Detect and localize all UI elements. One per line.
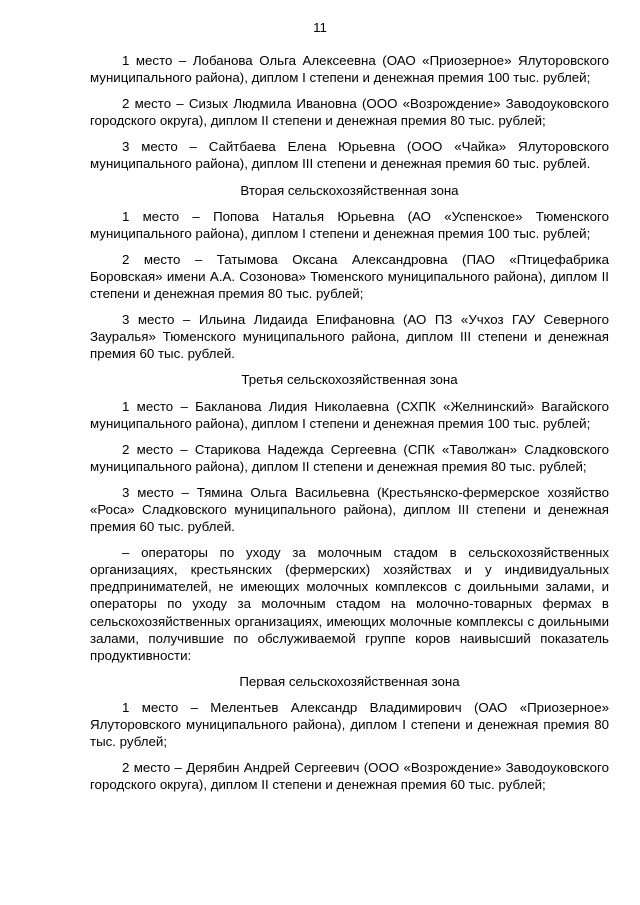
category-description: – операторы по уходу за молочным стадом в сельскохозяйственных организациях, крестьянских (фермерских) хозяйствах и у индивидуальных предпринимателей, не имеющих молочных комплексов с доильными залами, и операторы по уходу за молочным стадом на молочно-товарных фермах в сельскохозяйственных организациях, имеющих молочные комплексы с доильными залами, получившие по обслуживаемой группе коров наивысший показатель продуктивности: bbox=[90, 545, 609, 663]
award-paragraph: 2 место – Сизых Людмила Ивановна (ООО «Возрождение» Заводоуковского городского округа), диплом II степени и денежная премия 80 тыс. рублей; bbox=[90, 96, 609, 129]
award-paragraph: 1 место – Лобанова Ольга Алексеевна (ОАО «Приозерное» Ялуторовского муниципального района), диплом I степени и денежная премия 100 тыс. рублей; bbox=[90, 53, 609, 86]
page-number: 11 bbox=[313, 20, 327, 35]
award-paragraph: 1 место – Бакланова Лидия Николаевна (СХПК «Желнинский» Вагайского муниципального района), диплом I степени и денежная премия 100 тыс. рублей; bbox=[90, 398, 609, 431]
award-paragraph: 1 место – Попова Наталья Юрьевна (АО «Успенское» Тюменского муниципального района), диплом I степени и денежная премия 100 тыс. рублей; bbox=[90, 208, 609, 241]
document-body bbox=[90, 52, 609, 802]
award-paragraph: 2 место – Дерябин Андрей Сергеевич (ООО «Возрождение» Заводоуковского городского округа), диплом II степени и денежная премия 60 тыс. рублей; bbox=[90, 760, 609, 793]
zone-heading: Первая сельскохозяйственная зона bbox=[239, 673, 460, 689]
zone-heading: Третья сельскохозяйственная зона bbox=[241, 372, 458, 388]
zone-heading: Вторая сельскохозяйственная зона bbox=[240, 182, 459, 198]
award-paragraph: 3 место – Ильина Лидаида Епифановна (АО ПЗ «Учхоз ГАУ Северного Зауралья» Тюменского муниципального района, диплом III степени и денежная премия 60 тыс. рублей. bbox=[90, 312, 609, 362]
award-paragraph: 1 место – Мелентьев Александр Владимирович (ОАО «Приозерное» Ялуторовского муниципального района), диплом I степени и денежная премия 80 тыс. рублей; bbox=[90, 699, 609, 750]
award-paragraph: 3 место – Тямина Ольга Васильевна (Крестьянско-фермерское хозяйство «Роса» Сладковского муниципального района), диплом III степени и денежная премия 60 тыс. рублей. bbox=[90, 484, 609, 535]
award-paragraph: 2 место – Старикова Надежда Сергеевна (СПК «Таволжан» Сладковского муниципального района), диплом II степени и денежная премия 80 тыс. рублей; bbox=[90, 441, 609, 474]
award-paragraph: 3 место – Сайтбаева Елена Юрьевна (ООО «Чайка» Ялуторовского муниципального района), диплом III степени и денежная премия 60 тыс. рублей. bbox=[90, 139, 609, 172]
award-paragraph: 2 место – Татымова Оксана Александровна (ПАО «Птицефабрика Боровская» имени А.А. Созонова» Тюменского муниципального района), диплом II степени и денежная премия 80 тыс. рублей; bbox=[90, 251, 609, 302]
